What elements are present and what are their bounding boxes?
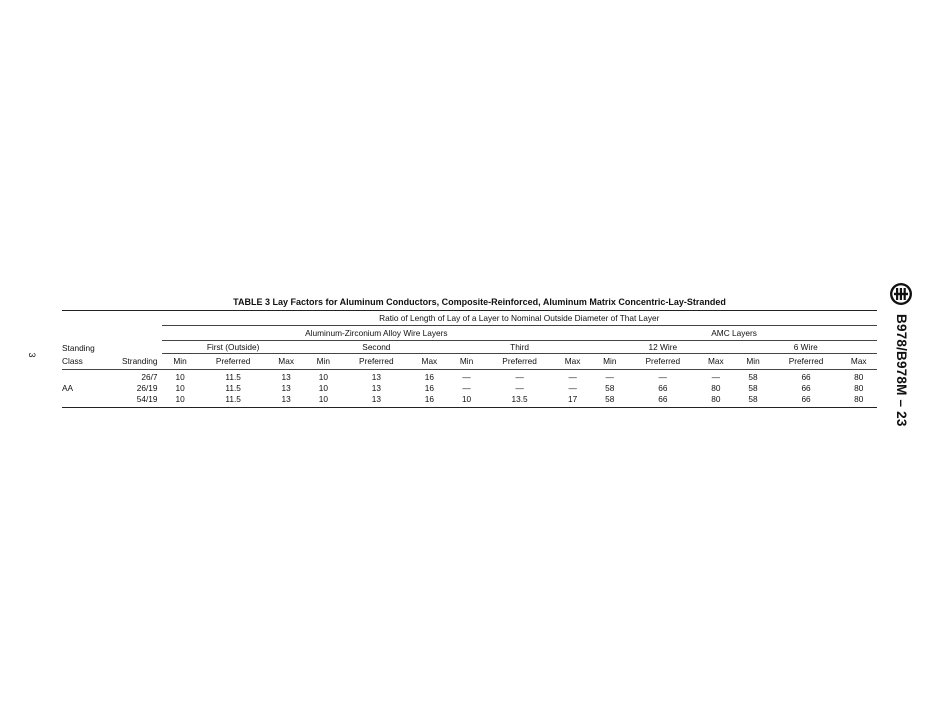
second-preferred-header: Preferred bbox=[342, 354, 411, 370]
table-title: TABLE 3 Lay Factors for Aluminum Conductors, Composite-Reinforced, Aluminum Matrix Concentric-Lay-Stranded bbox=[233, 297, 726, 307]
value-cell: 10 bbox=[448, 394, 485, 408]
wire6-layer-header: 6 Wire bbox=[734, 341, 877, 354]
value-cell: — bbox=[515, 383, 524, 393]
wire6-min-header: Min bbox=[734, 354, 771, 370]
third-max-header: Max bbox=[554, 354, 591, 370]
wire12-min-header: Min bbox=[591, 354, 628, 370]
amc-layers-header: AMC Layers bbox=[591, 326, 877, 341]
value-cell: — bbox=[515, 372, 524, 382]
stranding-cell: 26/7 bbox=[141, 372, 158, 382]
value-cell: 80 bbox=[841, 394, 878, 408]
standing-class-cell bbox=[62, 370, 108, 384]
second-layer-header: Second bbox=[305, 341, 448, 354]
ratio-header: Ratio of Length of Lay of a Layer to Nominal Outside Diameter of That Layer bbox=[162, 311, 878, 326]
standing-header-line1: Standing bbox=[62, 342, 95, 353]
stranding-header: Stranding bbox=[108, 354, 162, 370]
wire12-layer-header: 12 Wire bbox=[591, 341, 734, 354]
standing-class-cell: AA bbox=[62, 383, 74, 393]
wire6-preferred-header: Preferred bbox=[772, 354, 841, 370]
value-cell: 17 bbox=[554, 394, 591, 408]
value-cell: 11.5 bbox=[225, 383, 241, 393]
stranding-cell: 54/19 bbox=[108, 394, 162, 408]
lay-factors-table bbox=[62, 310, 877, 408]
document-designation-block bbox=[887, 280, 913, 470]
standing-header-line2: Class bbox=[62, 354, 108, 370]
value-cell: 80 bbox=[697, 394, 734, 408]
wire12-max-header: Max bbox=[697, 354, 734, 370]
value-cell: 16 bbox=[411, 394, 448, 408]
value-cell: 66 bbox=[658, 383, 668, 393]
value-cell: 11.5 bbox=[225, 372, 241, 382]
value-cell: — bbox=[711, 372, 720, 382]
first-max-header: Max bbox=[268, 354, 305, 370]
second-min-header: Min bbox=[305, 354, 342, 370]
third-min-header: Min bbox=[448, 354, 485, 370]
value-cell: 10 bbox=[175, 372, 185, 382]
value-cell: — bbox=[605, 372, 614, 382]
value-cell: 58 bbox=[748, 372, 758, 382]
value-cell: — bbox=[568, 383, 577, 393]
lay-factors-table-block bbox=[62, 296, 877, 408]
table-row bbox=[62, 394, 877, 408]
value-cell: 13 bbox=[281, 372, 291, 382]
standing-class-cell bbox=[62, 394, 108, 408]
value-cell: 13.5 bbox=[485, 394, 554, 408]
value-cell: 58 bbox=[591, 394, 628, 408]
value-cell: 10 bbox=[318, 372, 328, 382]
wire6-max-header: Max bbox=[841, 354, 878, 370]
value-cell: 58 bbox=[734, 394, 771, 408]
table-body bbox=[62, 370, 877, 408]
value-cell: 66 bbox=[628, 394, 697, 408]
value-cell: 16 bbox=[424, 383, 434, 393]
page-number: 3 bbox=[27, 352, 37, 358]
value-cell: 58 bbox=[605, 383, 615, 393]
value-cell: 13 bbox=[281, 383, 291, 393]
value-cell: 66 bbox=[772, 394, 841, 408]
value-cell: 10 bbox=[175, 383, 185, 393]
first-min-header: Min bbox=[162, 354, 199, 370]
value-cell: 80 bbox=[711, 383, 721, 393]
value-cell: 80 bbox=[854, 383, 864, 393]
value-cell: 13 bbox=[371, 383, 381, 393]
value-cell: 10 bbox=[162, 394, 199, 408]
value-cell: 16 bbox=[424, 372, 434, 382]
value-cell: 58 bbox=[748, 383, 758, 393]
designation-title: B978/B978M – 23 bbox=[894, 314, 909, 427]
wire12-preferred-header: Preferred bbox=[628, 354, 697, 370]
value-cell: 66 bbox=[801, 383, 811, 393]
value-cell: 10 bbox=[305, 394, 342, 408]
stranding-cell: 26/19 bbox=[136, 383, 158, 393]
value-cell: 11.5 bbox=[199, 394, 268, 408]
astm-logo-icon bbox=[889, 282, 913, 306]
value-cell: 10 bbox=[318, 383, 328, 393]
third-preferred-header: Preferred bbox=[485, 354, 554, 370]
value-cell: 13 bbox=[342, 394, 411, 408]
table-row bbox=[62, 383, 877, 394]
second-max-header: Max bbox=[411, 354, 448, 370]
first-layer-header: First (Outside) bbox=[162, 341, 305, 354]
first-preferred-header: Preferred bbox=[199, 354, 268, 370]
value-cell: 13 bbox=[371, 372, 381, 382]
value-cell: — bbox=[462, 383, 471, 393]
value-cell: — bbox=[568, 372, 577, 382]
third-layer-header: Third bbox=[448, 341, 591, 354]
value-cell: — bbox=[462, 372, 471, 382]
table-row bbox=[62, 370, 877, 384]
value-cell: 66 bbox=[801, 372, 811, 382]
value-cell: 13 bbox=[268, 394, 305, 408]
alloy-layers-header: Aluminum-Zirconium Alloy Wire Layers bbox=[162, 326, 592, 341]
value-cell: — bbox=[658, 372, 667, 382]
value-cell: 80 bbox=[854, 372, 864, 382]
